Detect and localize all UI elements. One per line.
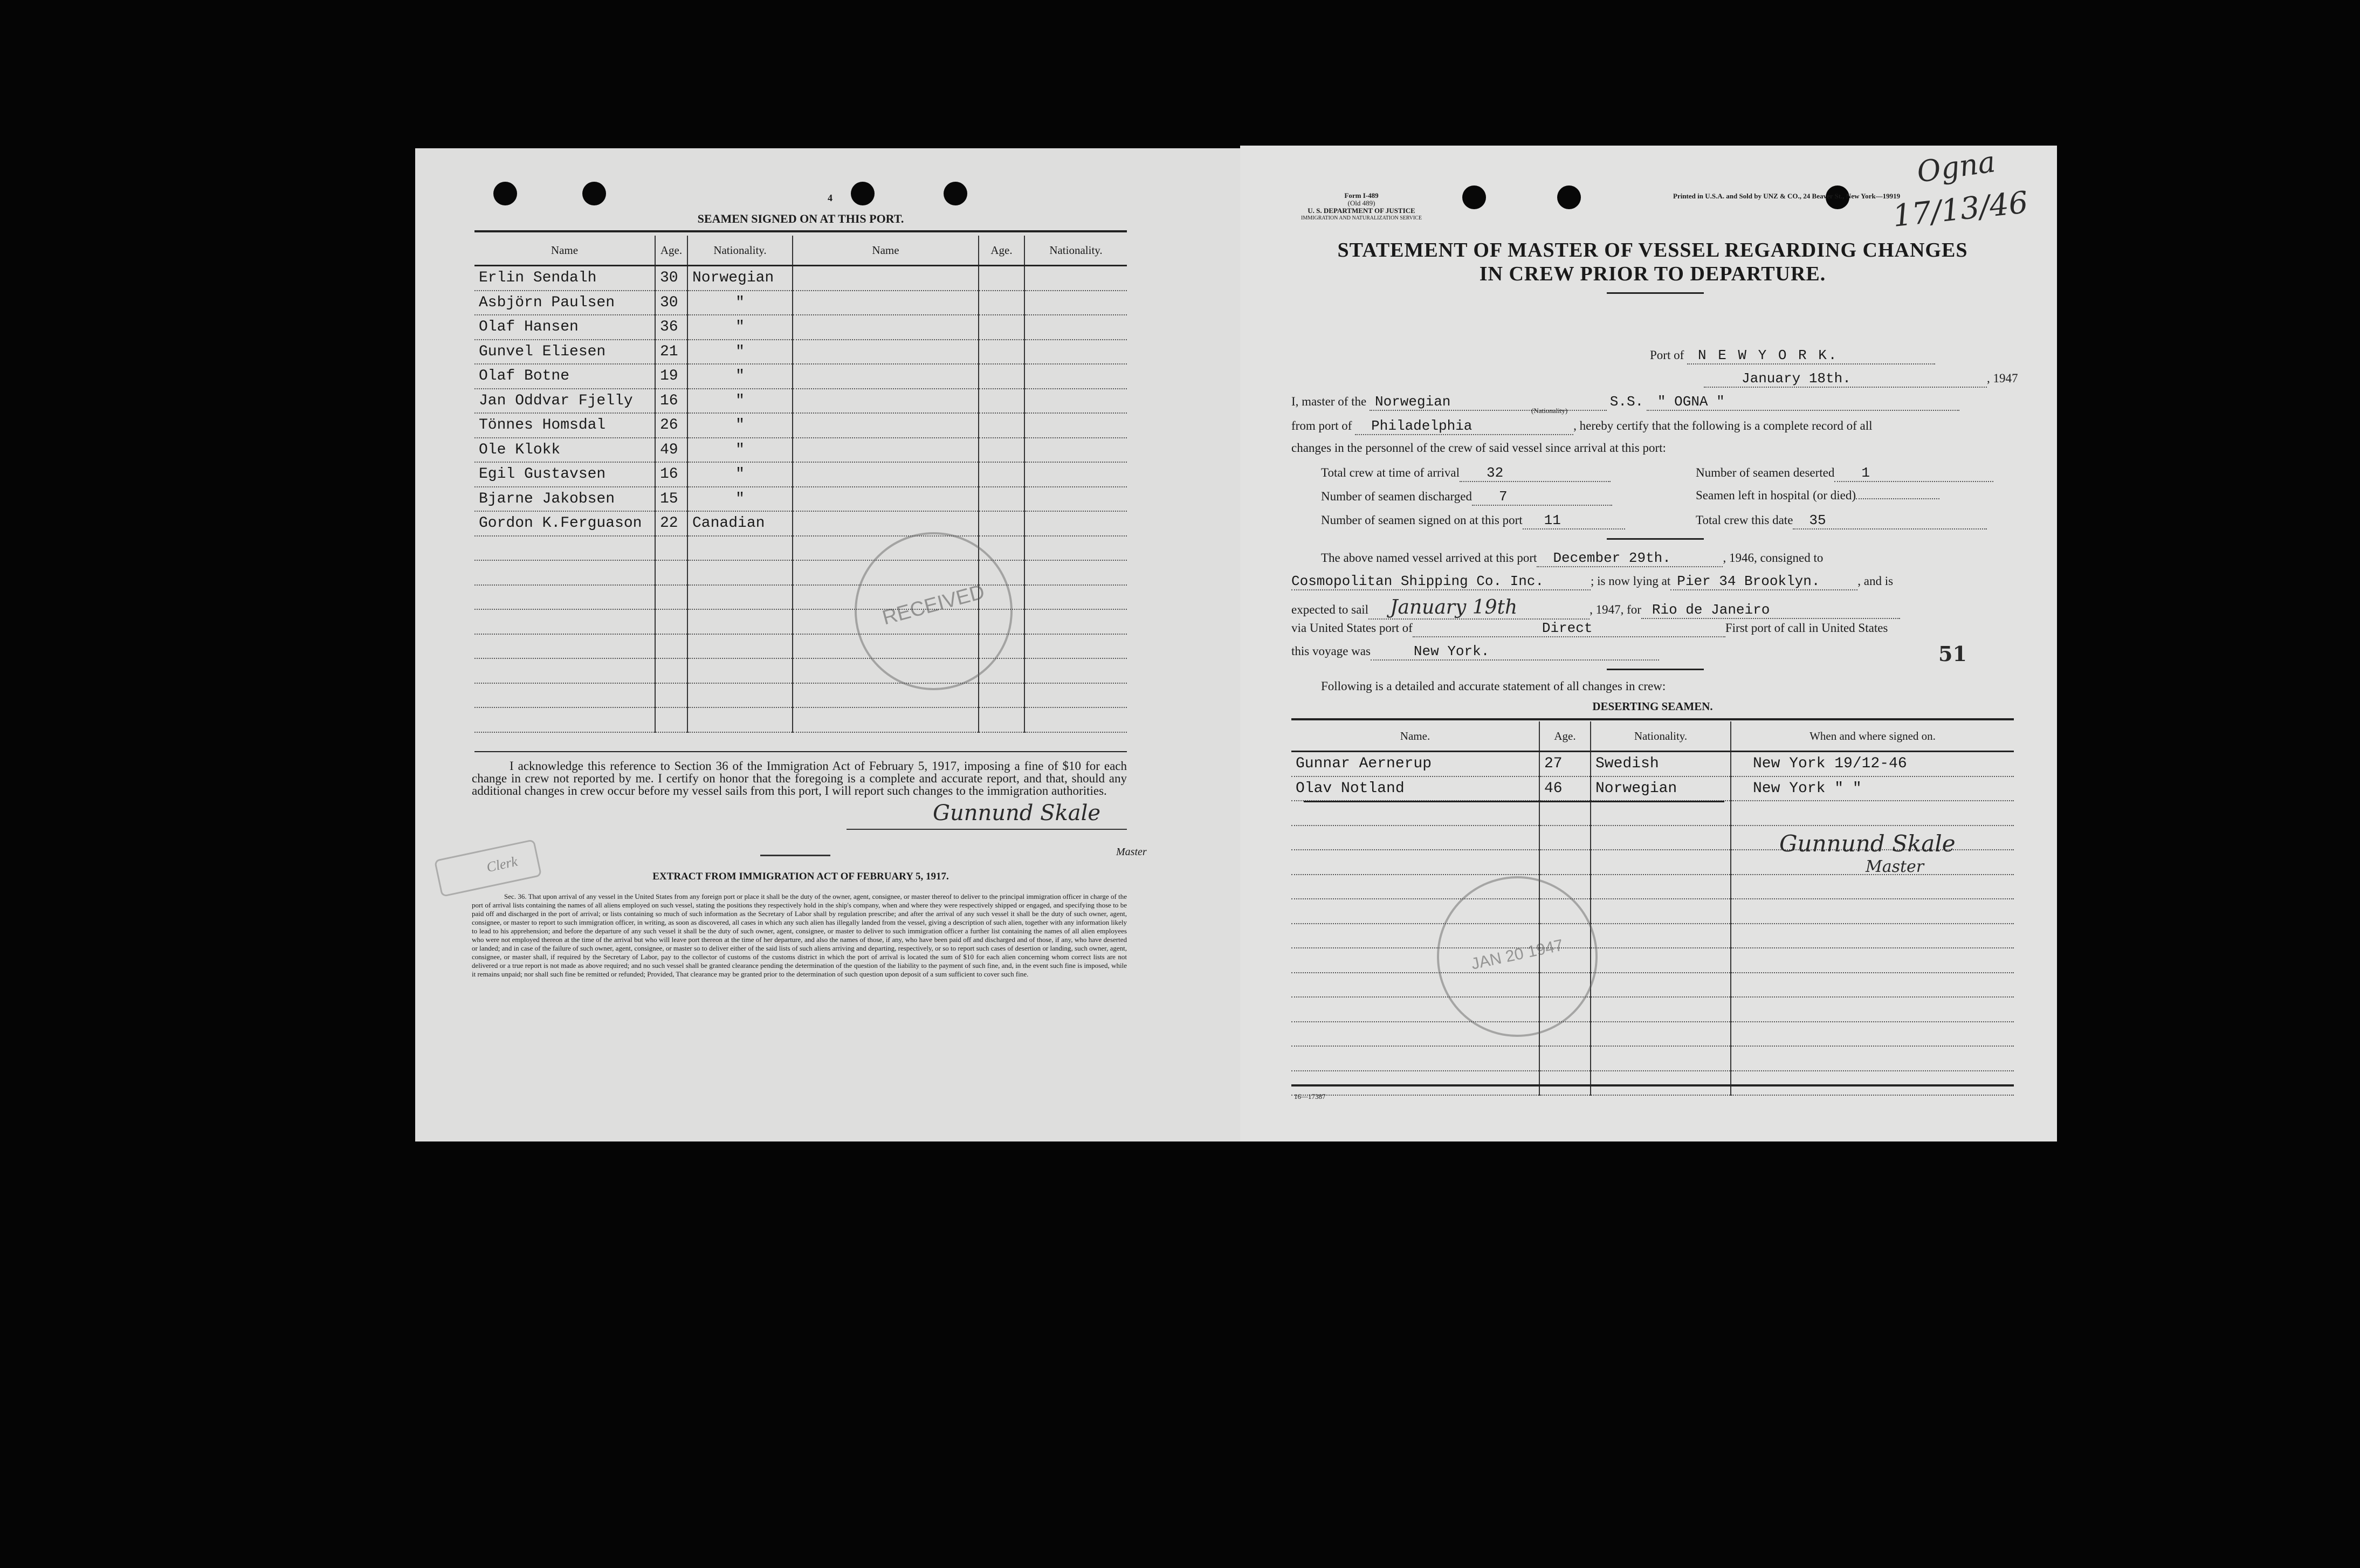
table-bottom-rule	[474, 751, 1127, 752]
nationality-caption: (Nationality)	[1531, 407, 1568, 415]
received-stamp-text: RECEIVED	[880, 580, 987, 630]
stat-discharged	[1321, 489, 1612, 506]
empty-cell	[655, 560, 687, 585]
divider-rule	[1607, 538, 1704, 540]
empty-cell	[1024, 413, 1127, 438]
empty-cell	[793, 462, 979, 487]
stat-value	[1856, 498, 1939, 499]
cell-nationality: Canadian	[687, 511, 793, 536]
cell-signed-on: New York " "	[1731, 776, 2014, 801]
divider-rule	[760, 855, 830, 856]
empty-cell	[793, 315, 979, 340]
sail-date: January 19th	[1368, 596, 1590, 620]
empty-cell	[1539, 850, 1591, 875]
empty-cell	[655, 707, 687, 732]
cell-name: Olaf Botne	[474, 364, 655, 389]
empty-cell	[979, 364, 1024, 389]
cell-age: 27	[1539, 752, 1591, 776]
cell-age: 30	[655, 266, 687, 291]
empty-cell	[474, 560, 655, 585]
table-row	[474, 438, 1127, 463]
title-rule	[474, 230, 1127, 232]
arrival-date: December 29th.	[1537, 550, 1723, 567]
table-row	[474, 585, 1127, 610]
table-row	[474, 658, 1127, 683]
port-value: N E W Y O R K.	[1687, 347, 1935, 365]
cell-age: 16	[655, 389, 687, 414]
destination-value: Rio de Janeiro	[1641, 602, 1900, 619]
empty-cell	[1291, 826, 1539, 850]
certify-text: , hereby certify that the following is a complete record of all	[1573, 419, 1873, 432]
empty-cell	[1024, 315, 1127, 340]
table-row	[474, 389, 1127, 414]
empty-cell	[1591, 1071, 1731, 1096]
page-number: 4	[828, 192, 832, 203]
empty-cell	[655, 536, 687, 561]
deserting-title: DESERTING SEAMEN.	[1592, 700, 1713, 713]
cell-nationality: "	[687, 438, 793, 463]
cell-name: Olav Notland	[1291, 776, 1539, 801]
cell-age: 49	[655, 438, 687, 463]
empty-cell	[1731, 973, 2014, 998]
empty-cell	[979, 340, 1024, 365]
table-row	[1291, 973, 2014, 998]
stat-label: Seamen left in hospital (or died)	[1696, 489, 1856, 502]
empty-cell	[655, 658, 687, 683]
table-row	[1291, 997, 2014, 1022]
table-row	[474, 511, 1127, 536]
table-row	[474, 707, 1127, 732]
empty-cell	[474, 658, 655, 683]
voyage-value: New York.	[1371, 643, 1659, 661]
cell-nationality: Norwegian	[687, 266, 793, 291]
column-header: Name.	[1291, 721, 1539, 752]
empty-cell	[1591, 850, 1731, 875]
department: U. S. DEPARTMENT OF JUSTICE	[1308, 207, 1415, 215]
empty-cell	[474, 585, 655, 610]
table-row	[474, 413, 1127, 438]
form-old: (Old 489)	[1347, 199, 1375, 207]
cell-nationality: "	[687, 291, 793, 315]
arrival-year: , 1946, consigned to	[1723, 551, 1824, 565]
from-port-label: from port of	[1291, 419, 1352, 432]
punch-hole	[1462, 185, 1486, 209]
empty-cell	[1291, 850, 1539, 875]
table-row	[474, 487, 1127, 512]
cell-signed-on: New York 19/12-46	[1731, 752, 2014, 776]
table-row	[1291, 752, 2014, 776]
sail-line	[1291, 596, 1900, 620]
following-text: Following is a detailed and accurate statement of all changes in crew:	[1321, 679, 1666, 693]
received-stamp	[855, 532, 1013, 690]
empty-cell	[655, 609, 687, 634]
empty-cell	[687, 560, 793, 585]
empty-cell	[1291, 801, 1539, 826]
cell-age: 15	[655, 487, 687, 512]
column-header: Nationality.	[1591, 721, 1731, 752]
empty-cell	[1591, 948, 1731, 973]
strikethrough-line	[1304, 801, 1724, 802]
vessel-name: " OGNA "	[1647, 394, 1959, 411]
empty-cell	[1024, 536, 1127, 561]
empty-cell	[1591, 899, 1731, 924]
cell-nationality: "	[687, 462, 793, 487]
empty-cell	[1731, 1022, 2014, 1047]
cell-nationality: "	[687, 487, 793, 512]
column-header: Name	[793, 236, 979, 266]
stat-value: 32	[1460, 465, 1611, 482]
date-year: , 1947	[1987, 372, 2018, 385]
empty-cell	[1024, 560, 1127, 585]
empty-cell	[655, 634, 687, 659]
empty-cell	[979, 707, 1024, 732]
table-row	[474, 315, 1127, 340]
nationality-value: Norwegian	[1370, 394, 1607, 411]
corner-note-date: 17/13/46	[1891, 185, 2030, 234]
stat-label: Total crew this date	[1696, 513, 1793, 527]
empty-cell	[1591, 801, 1731, 826]
date-line	[1704, 370, 2018, 388]
stat-value: 1	[1834, 465, 1993, 482]
arrival-line	[1321, 550, 1823, 567]
cell-age: 19	[655, 364, 687, 389]
cell-name: Olaf Hansen	[474, 315, 655, 340]
punch-hole	[582, 182, 606, 205]
empty-cell	[793, 511, 979, 536]
empty-cell	[474, 683, 655, 708]
via-value: Direct	[1413, 620, 1725, 637]
punch-hole	[493, 182, 517, 205]
column-header: Name	[474, 236, 655, 266]
table-row	[474, 536, 1127, 561]
empty-cell	[687, 634, 793, 659]
empty-cell	[1731, 1071, 2014, 1096]
empty-cell	[793, 438, 979, 463]
table-row	[474, 266, 1127, 291]
empty-cell	[474, 609, 655, 634]
master-label: Master	[1116, 846, 1147, 858]
divider-rule	[1607, 669, 1704, 670]
stat-value: 11	[1523, 512, 1625, 529]
table-row	[474, 609, 1127, 634]
cell-nationality: Swedish	[1591, 752, 1731, 776]
empty-cell	[1591, 1022, 1731, 1047]
table-row	[1291, 875, 2014, 899]
table-row	[474, 683, 1127, 708]
empty-cell	[793, 389, 979, 414]
empty-cell	[687, 658, 793, 683]
empty-cell	[655, 585, 687, 610]
port-label: Port of	[1650, 348, 1684, 362]
cell-name: Tönnes Homsdal	[474, 413, 655, 438]
cell-nationality: Norwegian	[1591, 776, 1731, 801]
consignee-line	[1291, 573, 1893, 590]
empty-cell	[1731, 948, 2014, 973]
stat-label: Number of seamen discharged	[1321, 490, 1472, 503]
right-page	[1240, 146, 2057, 1141]
date-value: January 18th.	[1704, 370, 1987, 388]
empty-cell	[1731, 997, 2014, 1022]
clerk-stamp: Clerk	[434, 839, 542, 897]
empty-cell	[655, 683, 687, 708]
column-header: When and where signed on.	[1731, 721, 2014, 752]
printer-note: Printed in U.S.A. and Sold by UNZ & CO., 24 Beaver St., New York—19919	[1673, 192, 1901, 200]
empty-cell	[1291, 1071, 1539, 1096]
empty-cell	[1731, 801, 2014, 826]
cell-age: 46	[1539, 776, 1591, 801]
punch-hole	[851, 182, 875, 205]
empty-cell	[793, 266, 979, 291]
acknowledgment-text: I acknowledge this reference to Section 36 of the Immigration Act of February 5, 1917, imposing a fine of $10 for each change in crew not reported by me. I certify on honor that the foregoing is a complete and accurate report, and that, should any additional changes in crew occur before my vessel sails from this port, I will report such changes to the immigration authorities.	[472, 759, 1127, 797]
empty-cell	[793, 340, 979, 365]
empty-cell	[979, 438, 1024, 463]
empty-cell	[474, 634, 655, 659]
empty-cell	[1024, 389, 1127, 414]
cell-name: Egil Gustavsen	[474, 462, 655, 487]
extract-text: Sec. 36. That upon arrival of any vessel in the United States from any foreign port or place it shall be the duty of the owner, agent, consignee, or master thereof to deliver to the principal immigration officer in charge of the port of arrival lists containing the names of all aliens employed on such vessel, stating the positions they respectively hold in the ship's company, when and where they were respectively shipped or engaged, and specifying those to be paid off and discharged in the port of arrival; or lists containing so much of such information as the Secretary of Labor shall by regulation prescribe; and after the arrival of any such vessel it shall be the duty of such owner, agent, consignee, or master to report to such immigration officer, in writing, as soon as discovered, all cases in which any such alien has illegally landed from the vessel, giving a description of such alien, together with any information likely to lead to his apprehension; and before the departure of any such vessel it shall be the duty of such owner, agent, consignee, or master to deliver to such immigration officer a further list containing the names of all alien employees who were not employed thereon at the time of the arrival but who will leave port thereon at the time of her departure, and also the names of those, if any, who have been paid off and discharged and of those, if any, who have deserted or landed; and in case of the failure of such owner, agent, consignee, or master so to deliver either of the said lists of such aliens arriving and departing, respectively, or so to report such cases of desertion or landing, such owner, agent, consignee, or master shall, if required by the Secretary of Labor, pay to the collector of customs of the customs district in which the port of arrival is located the sum of $10 for each alien concerning whom correct lists are not delivered or a true report is not made as above required; and no such vessel shall be granted clearance pending the determination of the question of the liability to the payment of such fine, and, in the event such fine is imposed, while it remains unpaid; nor shall such fine be remitted or refunded; Provided, That clearance may be granted prior to the determination of such question upon deposit of a sum sufficient to cover such fine.	[472, 892, 1127, 978]
empty-cell	[474, 536, 655, 561]
empty-cell	[1591, 997, 1731, 1022]
empty-cell	[1731, 875, 2014, 899]
consignee-value: Cosmopolitan Shipping Co. Inc.	[1291, 573, 1591, 590]
handwritten-number: 51	[1938, 642, 1967, 666]
cell-nationality: "	[687, 413, 793, 438]
corner-note-vessel: Ogna	[1915, 145, 1998, 189]
table-row	[1291, 1046, 2014, 1071]
empty-cell	[1024, 707, 1127, 732]
empty-cell	[979, 487, 1024, 512]
empty-cell	[1024, 340, 1127, 365]
table-row	[474, 560, 1127, 585]
column-header: Age.	[655, 236, 687, 266]
empty-cell	[1024, 291, 1127, 315]
from-port-value: Philadelphia	[1355, 418, 1573, 435]
empty-cell	[474, 707, 655, 732]
cell-nationality: "	[687, 364, 793, 389]
signature-line	[847, 829, 1127, 830]
empty-cell	[979, 462, 1024, 487]
empty-cell	[979, 291, 1024, 315]
expected-label: expected to sail	[1291, 603, 1369, 616]
empty-cell	[1731, 924, 2014, 948]
master-signature-title: Master	[1866, 857, 1924, 876]
empty-cell	[1539, 1071, 1591, 1096]
table-row	[1291, 801, 2014, 826]
form-number: Form I-489	[1344, 191, 1379, 200]
form-title-line2: IN CREW PRIOR TO DEPARTURE.	[1479, 263, 1826, 285]
stat-arrival	[1321, 465, 1611, 482]
empty-cell	[1024, 658, 1127, 683]
deserting-seamen-table	[1291, 721, 2014, 1096]
empty-cell	[1591, 1046, 1731, 1071]
empty-cell	[1024, 266, 1127, 291]
extract-title: EXTRACT FROM IMMIGRATION ACT OF FEBRUARY 5, 1917.	[652, 871, 949, 882]
empty-cell	[1024, 462, 1127, 487]
cell-age: 16	[655, 462, 687, 487]
form-title-line1: STATEMENT OF MASTER OF VESSEL REGARDING CHANGES	[1337, 239, 1968, 262]
cell-age: 36	[655, 315, 687, 340]
stat-hospital	[1696, 489, 1939, 503]
table-row	[474, 462, 1127, 487]
stat-label: Number of seamen signed on at this port	[1321, 513, 1523, 527]
first-port-label: First port of call in United States	[1725, 621, 1888, 635]
lying-label: ; is now lying at	[1591, 574, 1671, 588]
footer-code: 16—17387	[1294, 1092, 1326, 1101]
stat-deserted	[1696, 465, 1993, 482]
empty-cell	[1024, 364, 1127, 389]
port-line	[1650, 347, 1935, 365]
empty-cell	[687, 536, 793, 561]
empty-cell	[1539, 826, 1591, 850]
cell-name: Gunvel Eliesen	[474, 340, 655, 365]
empty-cell	[1024, 487, 1127, 512]
empty-cell	[687, 683, 793, 708]
empty-cell	[1291, 1046, 1539, 1071]
empty-cell	[979, 511, 1024, 536]
stat-value: 7	[1472, 489, 1612, 506]
empty-cell	[1024, 585, 1127, 610]
table-row	[1291, 899, 2014, 924]
voyage-label: this voyage was	[1291, 644, 1371, 658]
stat-value: 35	[1793, 512, 1987, 529]
empty-cell	[687, 585, 793, 610]
title-rule	[1607, 292, 1704, 294]
via-label: via United States port of	[1291, 621, 1413, 635]
cell-nationality: "	[687, 389, 793, 414]
certify-text-2: changes in the personnel of the crew of said vessel since arrival at this port:	[1291, 441, 1666, 455]
master-of-label: I, master of the	[1291, 395, 1367, 408]
vessel-type: S.S.	[1609, 394, 1644, 410]
empty-cell	[1539, 801, 1591, 826]
cell-name: Gordon K.Ferguason	[474, 511, 655, 536]
cell-nationality: "	[687, 340, 793, 365]
cell-name: Gunnar Aernerup	[1291, 752, 1539, 776]
stat-label: Number of seamen deserted	[1696, 466, 1835, 479]
arrival-label: The above named vessel arrived at this port	[1321, 551, 1537, 565]
table-bottom-rule	[1291, 1084, 2014, 1086]
empty-cell	[1539, 1046, 1591, 1071]
cell-name: Jan Oddvar Fjelly	[474, 389, 655, 414]
form-header	[1294, 192, 1429, 222]
from-port-line	[1291, 418, 1873, 435]
and-is-label: , and is	[1857, 574, 1894, 588]
empty-cell	[1591, 875, 1731, 899]
date-stamp	[1437, 876, 1598, 1037]
cell-name: Ole Klokk	[474, 438, 655, 463]
table-row	[1291, 924, 2014, 948]
empty-cell	[1024, 609, 1127, 634]
cell-name: Erlin Sendalh	[474, 266, 655, 291]
table-row	[1291, 1071, 2014, 1096]
sail-year: , 1947, for	[1590, 603, 1641, 616]
master-signature: Gunnund Skale	[1779, 830, 1956, 857]
column-header: Age.	[979, 236, 1024, 266]
via-line	[1291, 620, 1888, 637]
empty-cell	[979, 413, 1024, 438]
empty-cell	[793, 291, 979, 315]
empty-cell	[979, 266, 1024, 291]
seamen-signed-on-table	[474, 236, 1127, 733]
master-line	[1291, 394, 1959, 411]
table-row	[1291, 1022, 2014, 1047]
punch-hole	[1557, 185, 1581, 209]
empty-cell	[1024, 683, 1127, 708]
column-header: Age.	[1539, 721, 1591, 752]
cell-age: 30	[655, 291, 687, 315]
empty-cell	[687, 609, 793, 634]
column-header: Nationality.	[687, 236, 793, 266]
pier-value: Pier 34 Brooklyn.	[1670, 573, 1857, 590]
empty-cell	[1731, 1046, 2014, 1071]
empty-cell	[1024, 511, 1127, 536]
cell-age: 26	[655, 413, 687, 438]
left-page	[415, 148, 1240, 1141]
table-top-rule	[1291, 718, 2014, 720]
stat-label: Total crew at time of arrival	[1321, 466, 1460, 479]
stat-total	[1696, 512, 1987, 529]
service: IMMIGRATION AND NATURALIZATION SERVICE	[1301, 215, 1422, 221]
stat-signed-on	[1321, 512, 1625, 529]
table-row	[474, 634, 1127, 659]
empty-cell	[979, 389, 1024, 414]
empty-cell	[1731, 899, 2014, 924]
table-row	[1291, 948, 2014, 973]
cell-name: Asbjörn Paulsen	[474, 291, 655, 315]
empty-cell	[979, 315, 1024, 340]
empty-cell	[1591, 973, 1731, 998]
table-row	[474, 291, 1127, 315]
voyage-line	[1291, 643, 1659, 661]
table-row	[474, 364, 1127, 389]
cell-name: Bjarne Jakobsen	[474, 487, 655, 512]
empty-cell	[687, 707, 793, 732]
table-row	[1291, 776, 2014, 801]
punch-hole	[944, 182, 967, 205]
empty-cell	[793, 487, 979, 512]
empty-cell	[793, 364, 979, 389]
table-row	[474, 340, 1127, 365]
cell-age: 22	[655, 511, 687, 536]
cell-age: 21	[655, 340, 687, 365]
empty-cell	[1024, 438, 1127, 463]
empty-cell	[1591, 826, 1731, 850]
cell-nationality: "	[687, 315, 793, 340]
empty-cell	[1591, 924, 1731, 948]
empty-cell	[1024, 634, 1127, 659]
master-signature: Gunnund Skale	[933, 801, 1101, 826]
section-title: SEAMEN SIGNED ON AT THIS PORT.	[697, 212, 904, 225]
empty-cell	[979, 683, 1024, 708]
empty-cell	[793, 413, 979, 438]
column-header: Nationality.	[1024, 236, 1127, 266]
empty-cell	[793, 707, 979, 732]
date-stamp-text: JAN 20 1947	[1469, 936, 1565, 973]
